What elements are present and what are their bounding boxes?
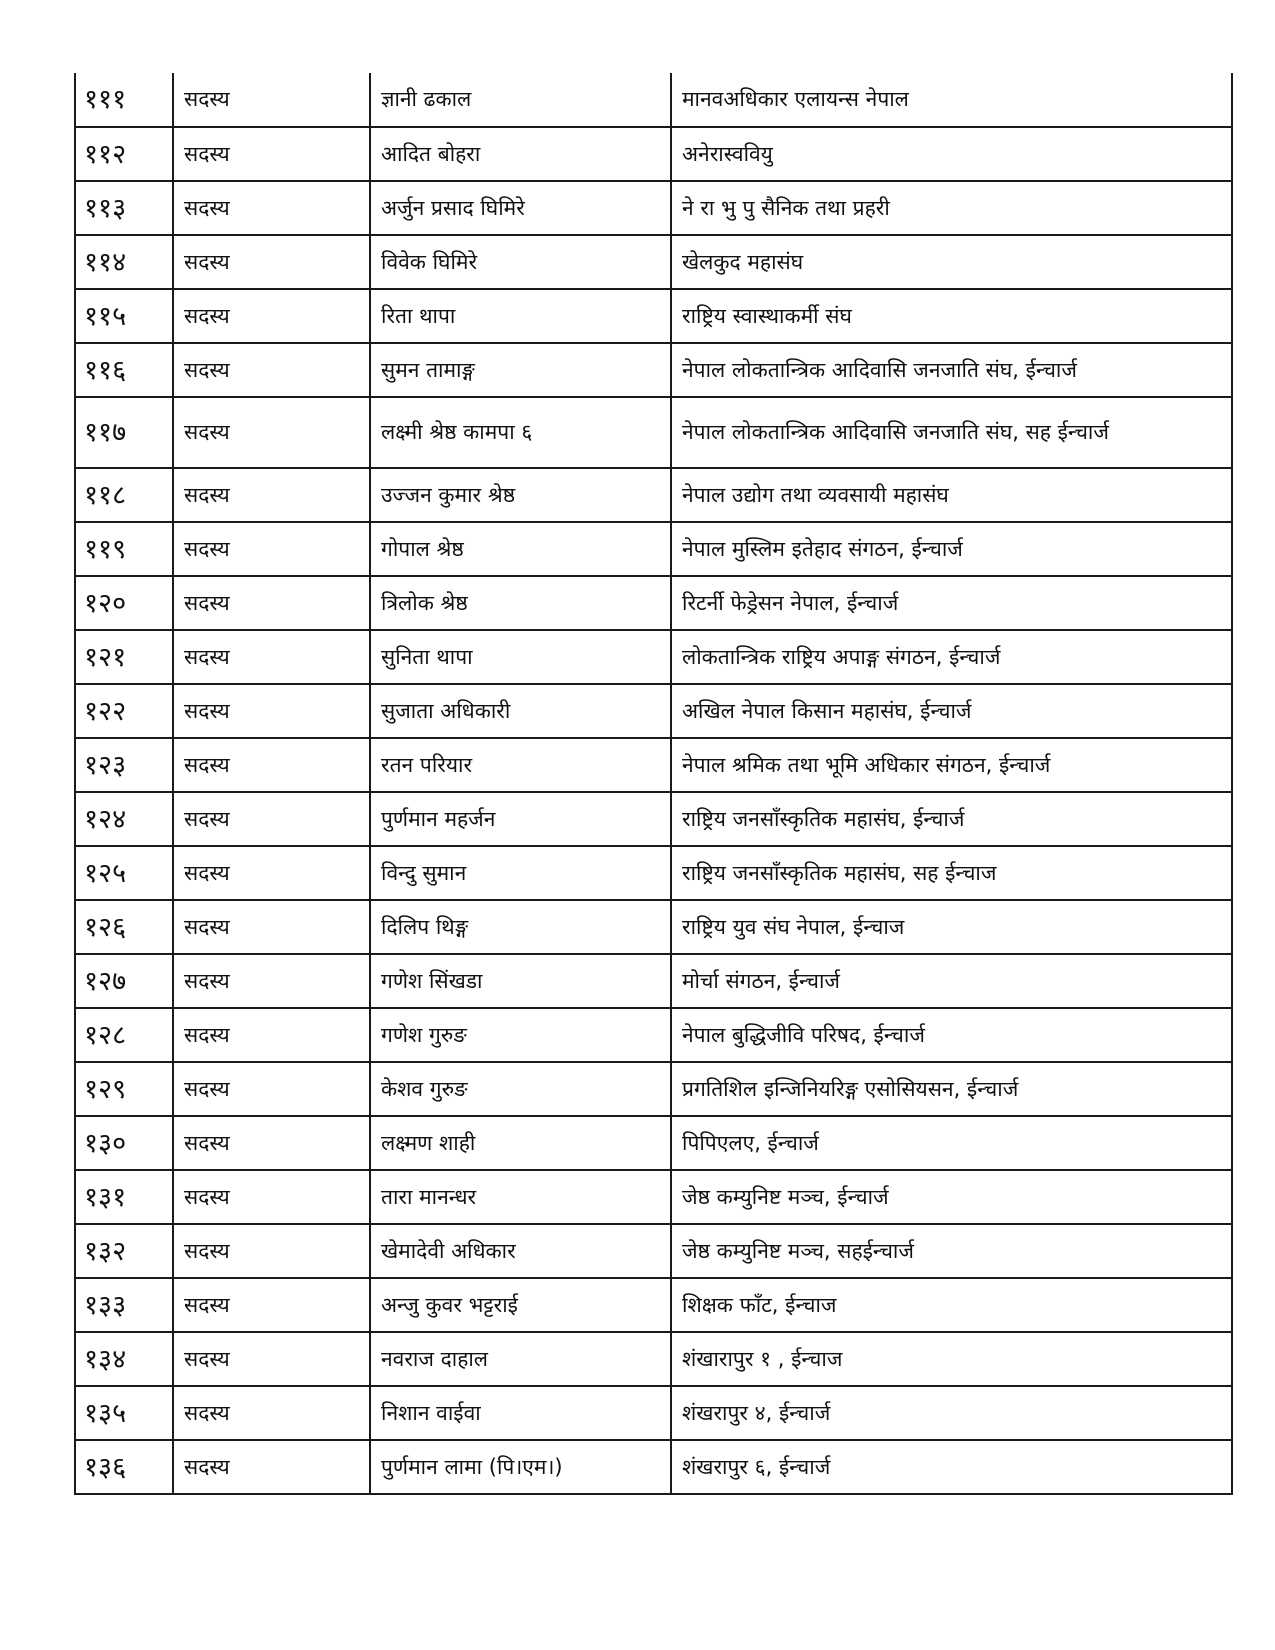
- member-organization: मानवअधिकार एलायन्स नेपाल: [671, 73, 1232, 127]
- table-row: [75, 576, 1232, 630]
- member-organization: पिपिएलए, ईन्चार्ज: [671, 1116, 1232, 1170]
- serial-number: ११९: [75, 522, 173, 576]
- serial-number: ११८: [75, 468, 173, 522]
- member-organization: मोर्चा संगठन, ईन्चार्ज: [671, 954, 1232, 1008]
- table-row: [75, 468, 1232, 522]
- member-role: सदस्य: [173, 630, 370, 684]
- table-row: [75, 954, 1232, 1008]
- serial-number: ११६: [75, 343, 173, 397]
- member-name: रिता थापा: [370, 289, 671, 343]
- member-name: लक्ष्मी श्रेष्ठ कामपा ६: [370, 397, 671, 468]
- member-role: सदस्य: [173, 792, 370, 846]
- serial-number: १२६: [75, 900, 173, 954]
- table-row: [75, 522, 1232, 576]
- member-organization: शंखारापुर १ , ईन्चाज: [671, 1332, 1232, 1386]
- member-role: सदस्य: [173, 289, 370, 343]
- serial-number: १११: [75, 73, 173, 127]
- member-role: सदस्य: [173, 738, 370, 792]
- member-name: रतन परियार: [370, 738, 671, 792]
- member-name: सुनिता थापा: [370, 630, 671, 684]
- member-name: सुमन तामाङ्ग: [370, 343, 671, 397]
- table-row: [75, 846, 1232, 900]
- member-organization: नेपाल बुद्धिजीवि परिषद, ईन्चार्ज: [671, 1008, 1232, 1062]
- member-name: लक्ष्मण शाही: [370, 1116, 671, 1170]
- member-organization: जेष्ठ कम्युनिष्ट मञ्च, ईन्चार्ज: [671, 1170, 1232, 1224]
- member-role: सदस्य: [173, 1224, 370, 1278]
- table-row: [75, 1116, 1232, 1170]
- serial-number: १२७: [75, 954, 173, 1008]
- serial-number: १२९: [75, 1062, 173, 1116]
- member-name: गणेश गुरुङ: [370, 1008, 671, 1062]
- member-organization: अखिल नेपाल किसान महासंघ, ईन्चार्ज: [671, 684, 1232, 738]
- table-row: [75, 235, 1232, 289]
- serial-number: ११४: [75, 235, 173, 289]
- member-name: विवेक घिमिरे: [370, 235, 671, 289]
- member-organization: लोकतान्त्रिक राष्ट्रिय अपाङ्ग संगठन, ईन्चार्ज: [671, 630, 1232, 684]
- member-organization: अनेरास्ववियु: [671, 127, 1232, 181]
- table-row: [75, 289, 1232, 343]
- member-table-body: [75, 73, 1232, 1494]
- member-name: दिलिप थिङ्ग: [370, 900, 671, 954]
- table-row: [75, 738, 1232, 792]
- member-role: सदस्य: [173, 1116, 370, 1170]
- member-organization: राष्ट्रिय जनसाँस्कृतिक महासंघ, ईन्चार्ज: [671, 792, 1232, 846]
- table-row: [75, 1386, 1232, 1440]
- member-role: सदस्य: [173, 1170, 370, 1224]
- table-row: [75, 1278, 1232, 1332]
- member-organization: शंखरापुर ४, ईन्चार्ज: [671, 1386, 1232, 1440]
- member-role: सदस्य: [173, 343, 370, 397]
- table-row: [75, 900, 1232, 954]
- table-row: [75, 73, 1232, 127]
- table-row: [75, 1008, 1232, 1062]
- serial-number: १३५: [75, 1386, 173, 1440]
- member-role: सदस्य: [173, 1062, 370, 1116]
- serial-number: १३१: [75, 1170, 173, 1224]
- member-name: अर्जुन प्रसाद घिमिरे: [370, 181, 671, 235]
- table-row: [75, 397, 1232, 468]
- serial-number: ११७: [75, 397, 173, 468]
- table-row: [75, 1224, 1232, 1278]
- member-organization: जेष्ठ कम्युनिष्ट मञ्च, सहईन्चार्ज: [671, 1224, 1232, 1278]
- member-name: विन्दु सुमान: [370, 846, 671, 900]
- member-organization: नेपाल लोकतान्त्रिक आदिवासि जनजाति संघ, ईन्चार्ज: [671, 343, 1232, 397]
- member-name: पुर्णमान लामा (पि।एम।): [370, 1440, 671, 1494]
- member-organization: नेपाल उद्योग तथा व्यवसायी महासंघ: [671, 468, 1232, 522]
- member-role: सदस्य: [173, 1386, 370, 1440]
- member-role: सदस्य: [173, 522, 370, 576]
- member-name: नवराज दाहाल: [370, 1332, 671, 1386]
- member-role: सदस्य: [173, 397, 370, 468]
- member-table: [74, 73, 1233, 1495]
- table-row: [75, 630, 1232, 684]
- member-role: सदस्य: [173, 1332, 370, 1386]
- member-role: सदस्य: [173, 468, 370, 522]
- serial-number: १२५: [75, 846, 173, 900]
- serial-number: १३३: [75, 1278, 173, 1332]
- member-name: खेमादेवी अधिकार: [370, 1224, 671, 1278]
- table-row: [75, 1062, 1232, 1116]
- member-role: सदस्य: [173, 900, 370, 954]
- member-name: तारा मानन्धर: [370, 1170, 671, 1224]
- member-organization: राष्ट्रिय जनसाँस्कृतिक महासंघ, सह ईन्चाज: [671, 846, 1232, 900]
- member-name: अन्जु कुवर भट्टराई: [370, 1278, 671, 1332]
- member-role: सदस्य: [173, 1008, 370, 1062]
- member-organization: खेलकुद महासंघ: [671, 235, 1232, 289]
- member-name: निशान वाईवा: [370, 1386, 671, 1440]
- serial-number: १३२: [75, 1224, 173, 1278]
- member-name: ज्ञानी ढकाल: [370, 73, 671, 127]
- serial-number: १३४: [75, 1332, 173, 1386]
- table-row: [75, 1440, 1232, 1494]
- member-organization: नेपाल श्रमिक तथा भूमि अधिकार संगठन, ईन्चार्ज: [671, 738, 1232, 792]
- member-role: सदस्य: [173, 684, 370, 738]
- table-row: [75, 127, 1232, 181]
- table-row: [75, 1170, 1232, 1224]
- member-name: उज्जन कुमार श्रेष्ठ: [370, 468, 671, 522]
- serial-number: १२३: [75, 738, 173, 792]
- table-row: [75, 684, 1232, 738]
- serial-number: ११५: [75, 289, 173, 343]
- member-role: सदस्य: [173, 235, 370, 289]
- member-name: आदित बोहरा: [370, 127, 671, 181]
- member-name: गोपाल श्रेष्ठ: [370, 522, 671, 576]
- member-name: गणेश सिंखडा: [370, 954, 671, 1008]
- member-role: सदस्य: [173, 1278, 370, 1332]
- table-row: [75, 1332, 1232, 1386]
- serial-number: १२२: [75, 684, 173, 738]
- serial-number: १३६: [75, 1440, 173, 1494]
- serial-number: १२१: [75, 630, 173, 684]
- serial-number: ११३: [75, 181, 173, 235]
- serial-number: १२०: [75, 576, 173, 630]
- member-name: केशव गुरुङ: [370, 1062, 671, 1116]
- member-organization: ने रा भु पु सैनिक तथा प्रहरी: [671, 181, 1232, 235]
- member-organization: राष्ट्रिय युव संघ नेपाल, ईन्चाज: [671, 900, 1232, 954]
- table-row: [75, 181, 1232, 235]
- serial-number: १२४: [75, 792, 173, 846]
- member-organization: शंखरापुर ६, ईन्चार्ज: [671, 1440, 1232, 1494]
- serial-number: १२८: [75, 1008, 173, 1062]
- member-role: सदस्य: [173, 1440, 370, 1494]
- member-name: त्रिलोक श्रेष्ठ: [370, 576, 671, 630]
- member-organization: रिटर्नी फेड्रेसन नेपाल, ईन्चार्ज: [671, 576, 1232, 630]
- member-organization: प्रगतिशिल इन्जिनियरिङ्ग एसोसियसन, ईन्चार्ज: [671, 1062, 1232, 1116]
- member-role: सदस्य: [173, 954, 370, 1008]
- member-role: सदस्य: [173, 127, 370, 181]
- member-organization: नेपाल लोकतान्त्रिक आदिवासि जनजाति संघ, सह ईन्चार्ज: [671, 397, 1232, 468]
- member-role: सदस्य: [173, 181, 370, 235]
- table-row: [75, 343, 1232, 397]
- member-organization: नेपाल मुस्लिम इतेहाद संगठन, ईन्चार्ज: [671, 522, 1232, 576]
- member-role: सदस्य: [173, 73, 370, 127]
- table-row: [75, 792, 1232, 846]
- serial-number: ११२: [75, 127, 173, 181]
- member-name: पुर्णमान महर्जन: [370, 792, 671, 846]
- member-organization: शिक्षक फाँट, ईन्चाज: [671, 1278, 1232, 1332]
- member-organization: राष्ट्रिय स्वास्थाकर्मी संघ: [671, 289, 1232, 343]
- member-role: सदस्य: [173, 576, 370, 630]
- serial-number: १३०: [75, 1116, 173, 1170]
- member-name: सुजाता अधिकारी: [370, 684, 671, 738]
- member-role: सदस्य: [173, 846, 370, 900]
